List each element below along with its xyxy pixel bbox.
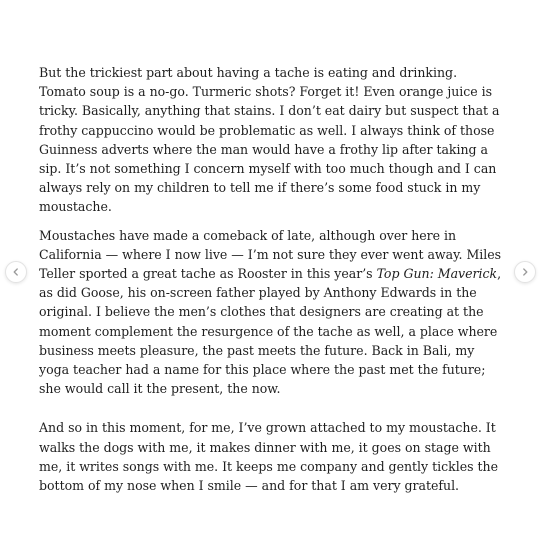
paragraph-text: , as did Goose, his on-screen father played by Anthony Edwards in the original. I believe the men’s clothes that designers are creating at the moment complement the resurgence of the tache as well, a place where business meets pleasure, the past meets the future. Back in Bali, my yoga teacher had a name for this place where the past met the future; she would call it the present, the now. — [39, 266, 502, 397]
next-slide-button[interactable] — [514, 261, 536, 283]
paragraph-moustache-comeback — [39, 226, 503, 399]
paragraph-text: Moustaches have made a comeback of late, although over here in California — where I now live — I’m not sure they ever went away. Miles Teller sported a great tache as Rooster in this year’s — [39, 227, 502, 282]
paragraph-grateful: And so in this moment, for me, I’ve grown attached to my moustache. It walks the dogs with me, it makes dinner with me, it goes on stage with me, it writes songs with me. It keeps me company and gently tickles the bottom of my nose when I smile — and for that I am very grateful. — [39, 420, 498, 494]
film-title: Top Gun: Maverick — [376, 266, 498, 282]
chevron-right-icon — [520, 267, 530, 277]
paragraph-eating-drinking: But the trickiest part about having a tache is eating and drinking. Tomato soup is a no-go. Turmeric shots? Forget it! Even orange juice is tricky. Basically, anything that stains. I don’t eat dairy but suspect that a frothy cappuccino would be problematic as well. I always think of those Guinness adverts where the man would have a frothy lip after taking a sip. It’s not something I concern myself with too much though and I can always rely on my children to tell me if there’s some food stuck in my moustache. — [39, 65, 500, 215]
article-body — [39, 63, 503, 495]
chevron-left-icon — [11, 267, 21, 277]
previous-slide-button[interactable] — [5, 261, 27, 283]
